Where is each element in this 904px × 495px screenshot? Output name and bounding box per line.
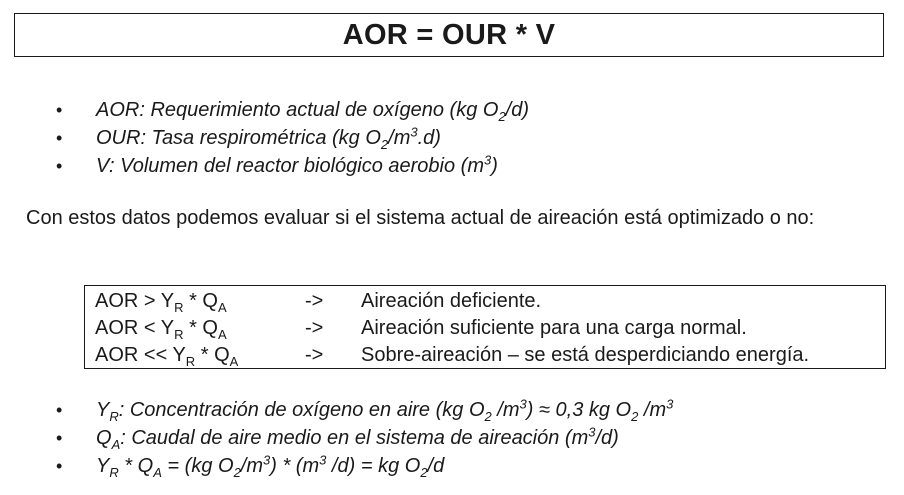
bullet-icon: • [56,456,63,476]
definition-text: OUR: Tasa respirométrica (kg O [96,127,381,149]
bullet-icon: • [56,428,63,448]
definition-text: /d) [505,99,530,121]
definition-text: /m [388,127,411,149]
definition-text: .d) [417,127,441,149]
subscript: 2 [498,109,506,124]
condition-row-sufficient [85,315,885,342]
bullet-icon: • [56,100,63,120]
definition-v [56,152,529,180]
arrow-icon: -> [305,290,324,312]
condition-expression: AOR < $Y_R * Q_A$ [95,317,227,342]
arrow-icon: -> [305,317,324,339]
definition-text: V: Volumen del reactor biológico aerobio (m [96,155,484,177]
notes-list [56,396,673,480]
conditions-table [84,285,886,369]
condition-result: Sobre-aireación – se está desperdiciando energía. [361,344,810,366]
arrow-icon: -> [305,344,324,366]
condition-row-over [85,342,885,369]
condition-expression: AOR > $Y_R * Q_A$ [95,290,227,315]
note-yr: • $Y_R$: Concentración de oxígeno en aire (kg $O_2$ $/m^3) \approx 0,3$ kg $O_2$ $/m^3$ [56,396,674,424]
formula-title: AOR = OUR * V [342,18,556,51]
evaluation-paragraph: Con estos datos podemos evaluar si el sistema actual de aireación está optimizado o no: [26,207,815,229]
bullet-icon: • [56,156,63,176]
note-units: • $Y_R * Q_A = (kg$ $O_2/m^3) * (m^3$ /d) = kg $O_2/d$ [56,452,445,480]
definition-our [56,124,529,152]
superscript: 3 [484,152,492,168]
note-qa: • $Q_A$: Caudal de aire medio en el sistema de aireación $(m^3/d)$ [56,424,619,452]
condition-result: Aireación suficiente para una carga normal. [361,317,747,339]
definition-text: AOR: Requerimiento actual de oxígeno (kg O [96,99,499,121]
definitions-list [56,96,529,180]
condition-row-deficient [85,288,885,315]
superscript: 3 [410,124,418,140]
subscript: 2 [380,137,389,152]
definition-text: ) [491,155,498,177]
bullet-icon: • [56,400,63,420]
formula-box [14,13,884,57]
definition-aor [56,96,529,124]
condition-result: Aireación deficiente. [361,290,542,312]
condition-expression: AOR << $Y_R * Q_A$ [95,344,239,369]
bullet-icon: • [56,128,63,148]
